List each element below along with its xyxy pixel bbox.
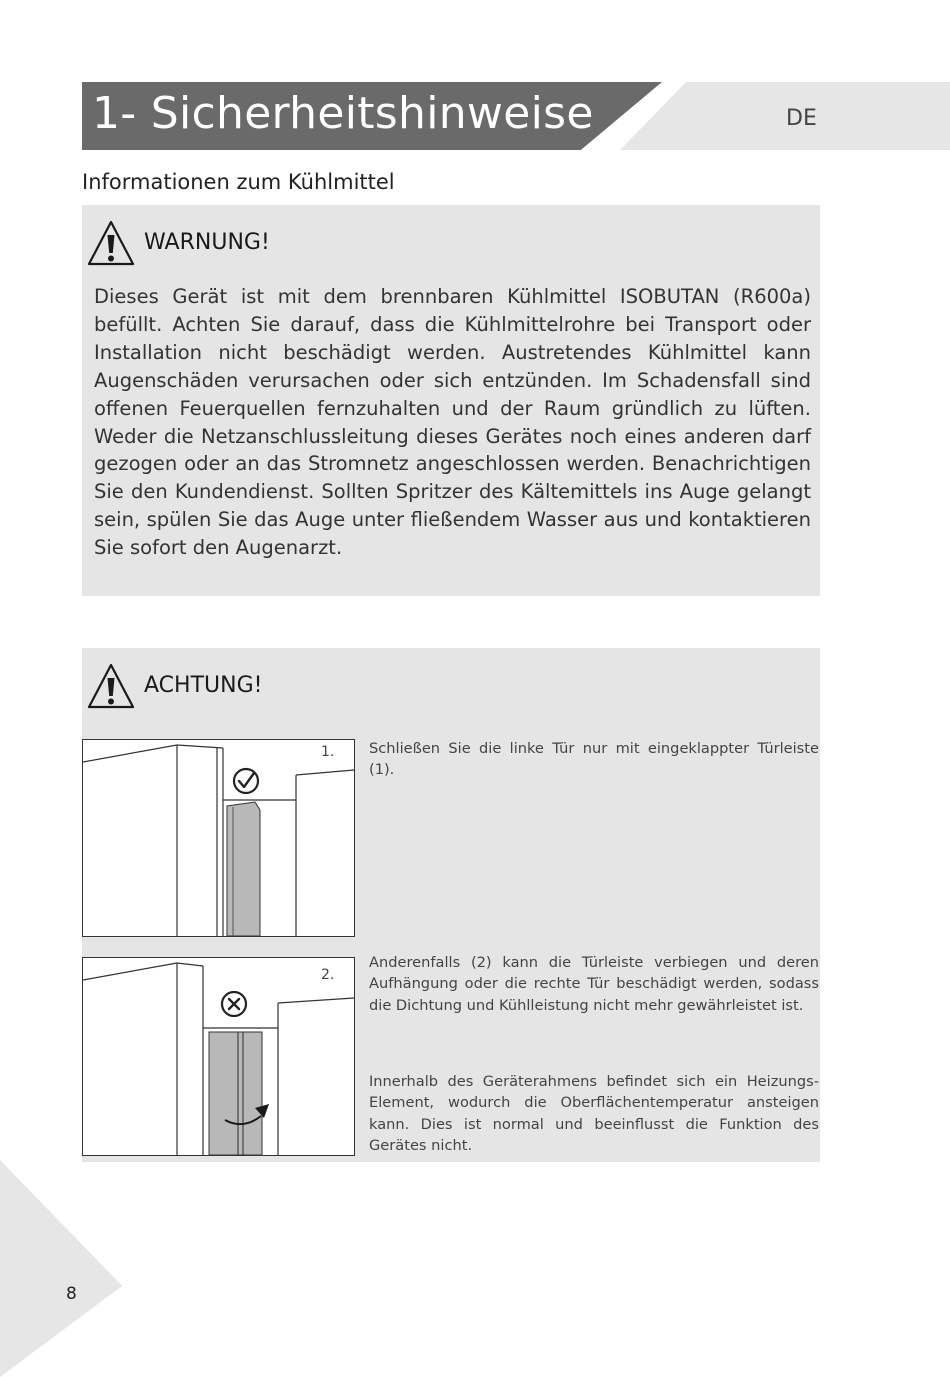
caution-text: Anderenfalls (2) kann die Türleiste verbiegen und deren Aufhängung oder die rechte Tür beschädigt werden, sodass die Dichtung und Kühlleistung nicht mehr gewährleistet ist.: [369, 954, 819, 1014]
warning-triangle-icon: [86, 662, 136, 710]
x-circle-icon: [222, 992, 246, 1016]
warning-triangle-icon: [86, 219, 136, 267]
caution-box: [82, 648, 820, 1162]
language-code: DE: [786, 106, 817, 131]
figure-label: 2.: [321, 967, 335, 983]
page-number: 8: [66, 1284, 77, 1304]
caution-text: Schließen Sie die linke Tür nur mit eingeklappter Türleiste (1).: [369, 740, 819, 779]
door-diagram-correct: [82, 739, 355, 937]
warning-body: Dieses Gerät ist mit dem brennbaren Kühlmittel ISOBUTAN (R600a) befüllt. Achten Sie darauf, dass die Kühlmittelrohre bei Transport oder Installation nicht beschädigt werden. Austretendes Kühlmittel kann Augenschäden verursachen oder sich entzünden. Im Schadensfall sind offenen Feuerquellen fernzuhalten und der Raum gründlich zu lüften. Weder die Netzanschlussleitung dieses Gerätes noch eines anderen darf gezogen oder an das Stromnetz angeschlossen werden. Benachrichtigen Sie den Kundendienst. Sollten Spritzer des Kältemittels ins Auge gelangt sein, spülen Sie das Auge unter fließendem Wasser aus und kontaktieren Sie sofort den Augenarzt.: [94, 285, 811, 560]
page-title: 1- Sicherheitshinweise: [92, 88, 594, 139]
caution-title: ACHTUNG!: [144, 673, 263, 698]
warning-title: WARNUNG!: [144, 230, 270, 255]
door-diagram-incorrect: [82, 957, 355, 1156]
figure-label: 1.: [321, 744, 335, 760]
language-tab: [620, 82, 950, 150]
page-corner-decoration: [0, 1160, 130, 1377]
caution-text: Innerhalb des Geräterahmens befindet sich ein Heizungs-Element, wodurch die Oberflächentemperatur ansteigen kann. Dies ist normal und beeinflusst die Funktion des Gerätes nicht.: [369, 1073, 819, 1154]
warning-box: [82, 205, 820, 596]
section-heading: Informationen zum Kühlmittel: [82, 170, 395, 194]
check-circle-icon: [234, 769, 258, 793]
